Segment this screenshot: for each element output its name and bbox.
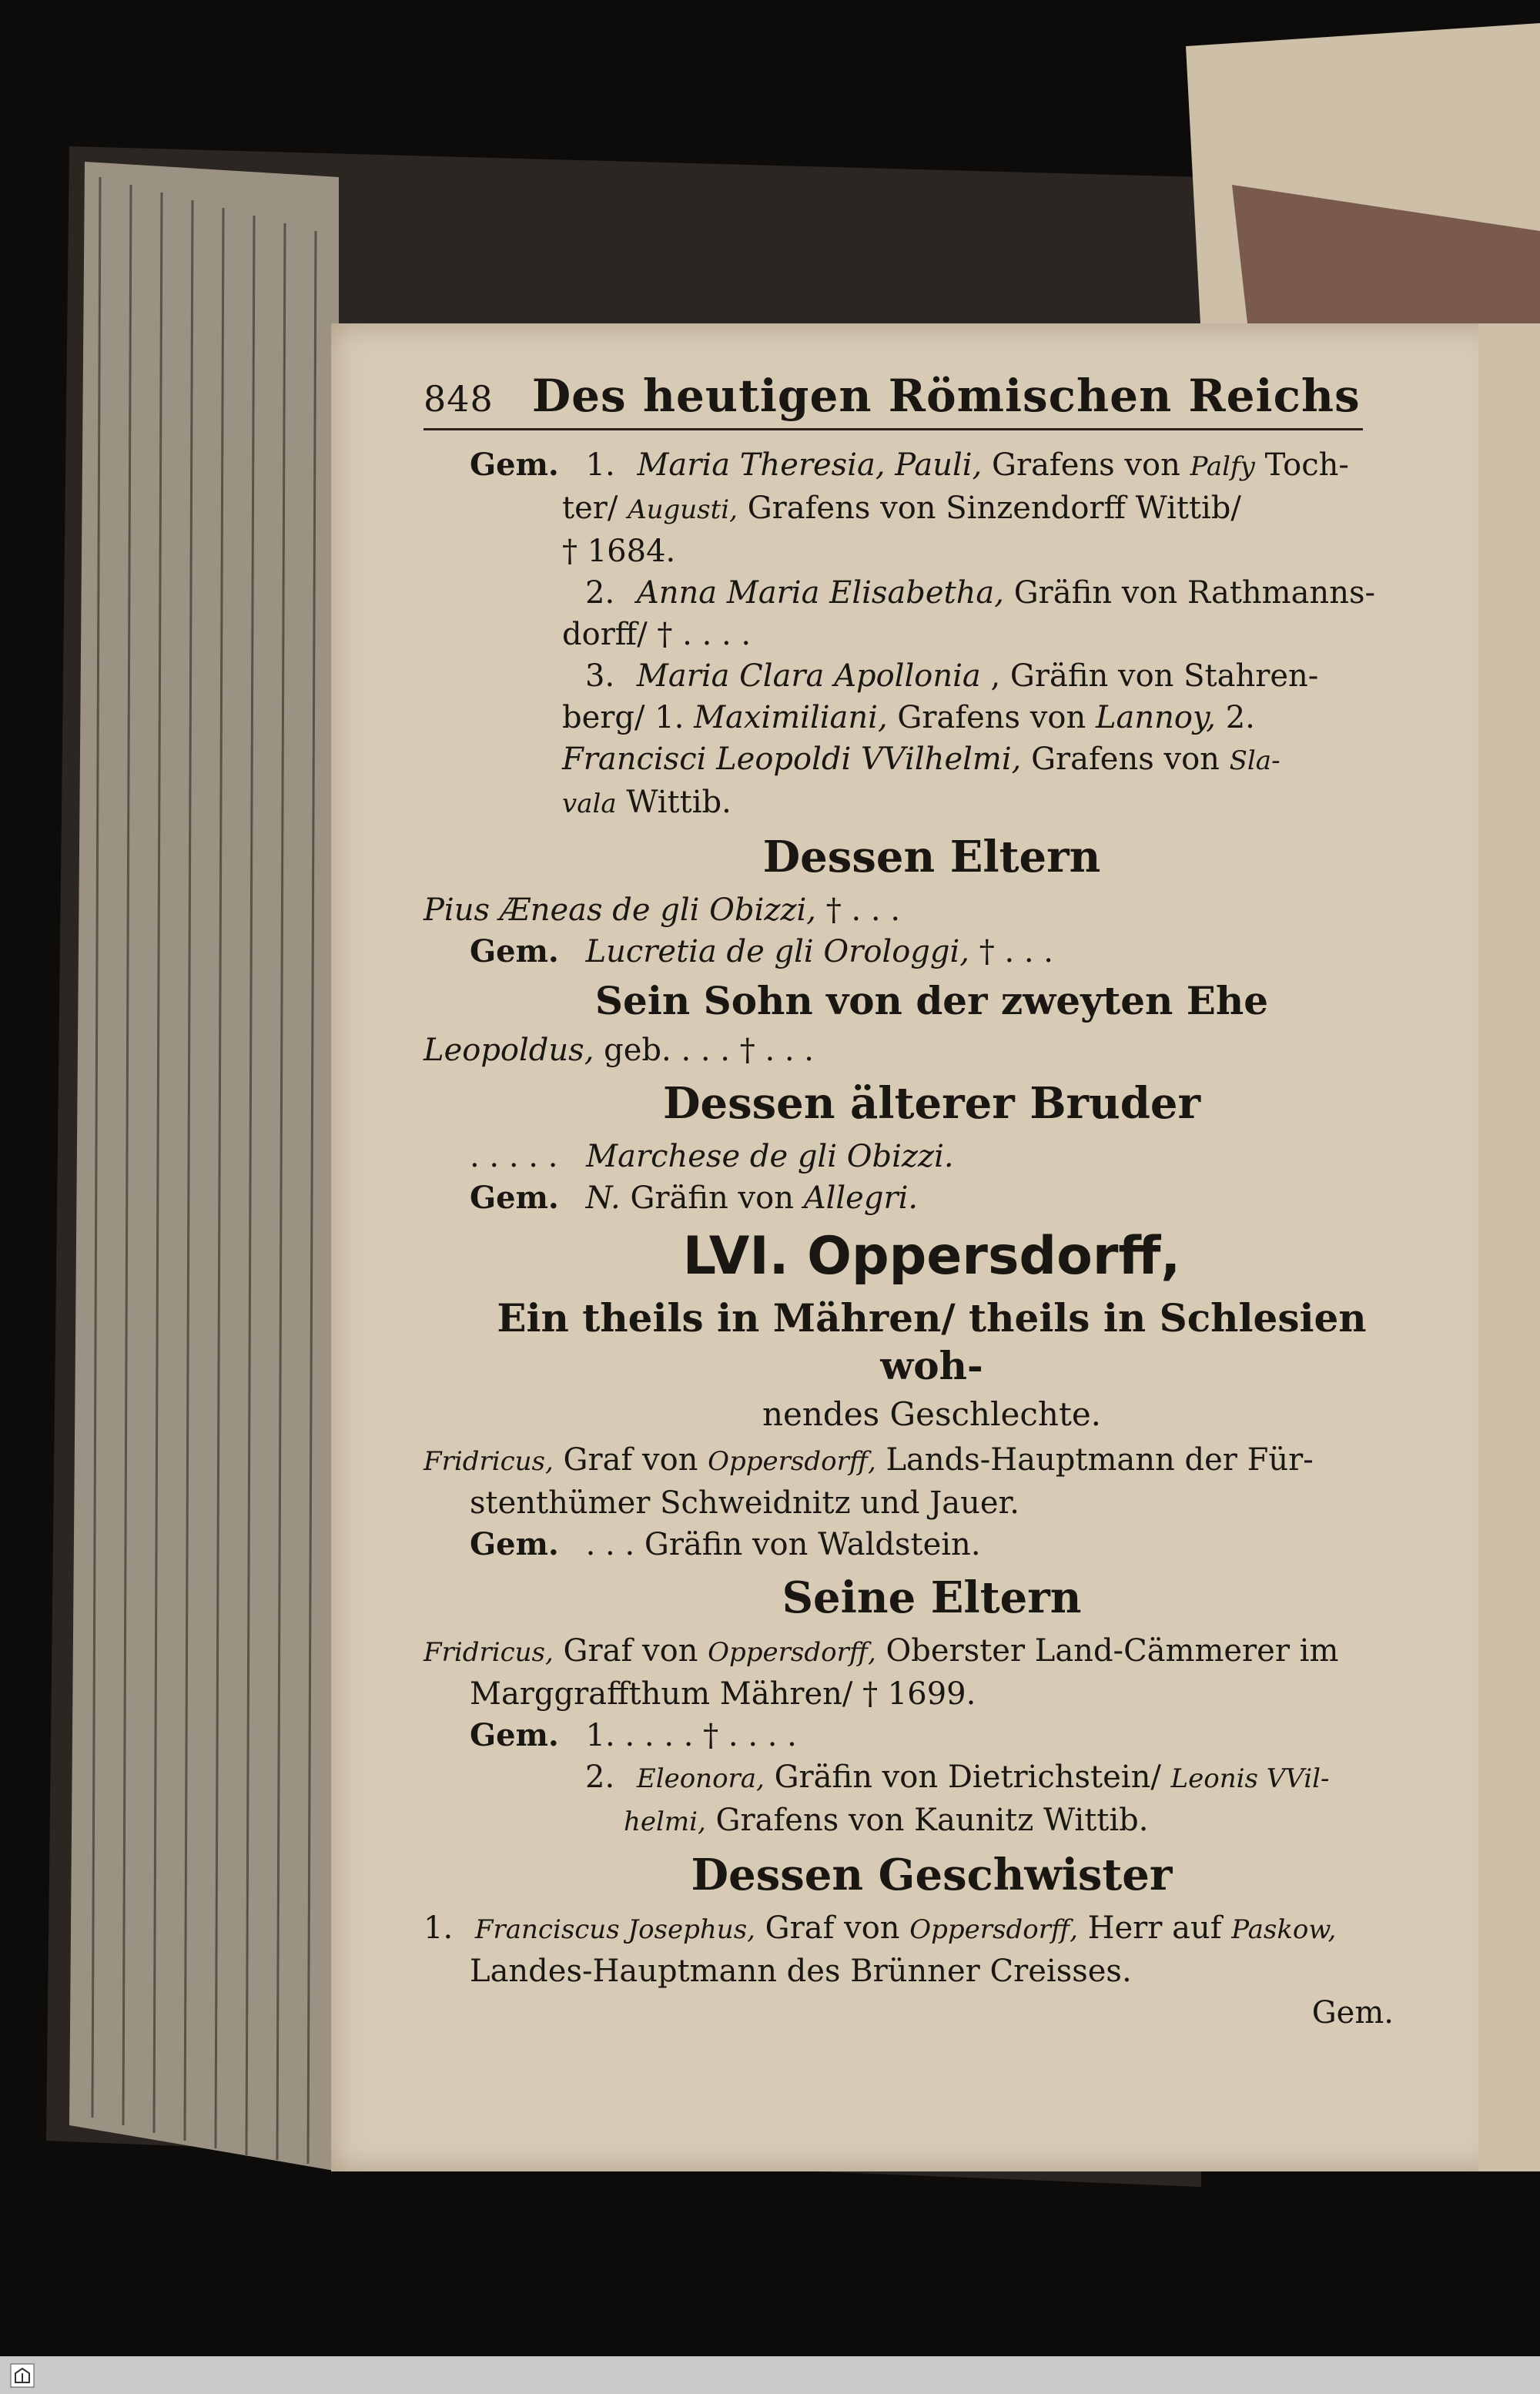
parent-gem-1-line: Gem. 1. . . . . † . . . . (470, 1717, 797, 1753)
heading-aelterer-bruder: Dessen älterer Bruder (662, 1078, 1201, 1129)
brother-line: . . . . . Marchese de gli Obizzi. (470, 1139, 954, 1174)
parent-line-1: Fridricus, Graf von Oppersdorff, Oberster Land-Cämmerer im (424, 1633, 1339, 1669)
father-line: Pius Æneas de gli Obizzi, † . . . (424, 892, 901, 928)
viewer-bottom-bar (0, 2356, 1540, 2394)
son-line: Leopoldus, geb. . . . † . . . (424, 1033, 815, 1068)
marriage-3-line-1: 3. Maria Clara Apollonia , Gräfin von Stahren- (585, 658, 1319, 694)
parent-line-2: Marggraffthum Mähren/ † 1699. (470, 1676, 976, 1712)
heading-seine-eltern: Seine Eltern (782, 1572, 1082, 1623)
brother-wife-line: Gem. N. Gräfin von Allegri. (470, 1180, 919, 1216)
marriage-1-line-1: Gem. 1. Maria Theresia, Pauli, Grafens von Palfy Toch- (470, 447, 1349, 483)
mother-line: Gem. Lucretia de gli Orologgi, † . . . (470, 933, 1054, 969)
fridricus-line-1: Fridricus, Graf von Oppersdorff, Lands-Hauptmann der Für- (424, 1442, 1314, 1478)
heading-geschwister: Dessen Geschwister (691, 1850, 1173, 1900)
marriage-2-line-1: 2. Anna Maria Elisabetha, Gräfin von Rathmanns- (585, 575, 1375, 611)
marriage-1-line-3: † 1684. (562, 534, 676, 569)
fridricus-gem-line: Gem. . . . Gräfin von Waldstein. (470, 1526, 981, 1562)
section-subtitle-line-1: Ein theils in Mähren/ theils in Schlesien woh- (497, 1295, 1367, 1388)
gem-label: Gem. (470, 447, 559, 483)
sibling-1-line-1: 1. Franciscus Josephus, Graf von Oppersdorff, Herr auf Paskow, (424, 1910, 1337, 1946)
page-content (424, 370, 1394, 2034)
parent-gem-2-line-1: 2. Eleonora, Gräfin von Dietrichstein/ Leonis VVil- (585, 1760, 1330, 1795)
sibling-1-line-2: Landes-Hauptmann des Brünner Creisses. (470, 1954, 1132, 1989)
book-page (331, 323, 1502, 2171)
marriage-3-line-4: vala Wittib. (562, 785, 732, 820)
facing-page-edge (1478, 323, 1540, 2171)
parent-gem-2-line-2: helmi, Grafens von Kaunitz Wittib. (624, 1803, 1149, 1838)
section-subtitle-line-2: nendes Geschlechte. (762, 1395, 1102, 1433)
heading-dessen-eltern: Dessen Eltern (762, 832, 1101, 882)
library-logo-icon (9, 2362, 35, 2389)
catchword: Gem. (1311, 1995, 1394, 2031)
heading-sein-sohn: Sein Sohn von der zweyten Ehe (594, 978, 1269, 1023)
running-title: Des heutigen Römischen Reichs (531, 370, 1361, 422)
fridricus-line-2: stenthümer Schweidnitz und Jauer. (470, 1485, 1019, 1521)
page-number: 848 (424, 378, 494, 420)
marriage-1-line-2: ter/ Augusti, Grafens von Sinzendorff Wittib/ (562, 491, 1241, 526)
marriage-3-line-3: Francisci Leopoldi VVilhelmi, Grafens von Sla- (562, 742, 1281, 777)
marriage-2-line-2: dorff/ † . . . . (562, 617, 752, 652)
marriage-3-line-2: berg/ 1. Maximiliani, Grafens von Lannoy, 2. (562, 700, 1255, 735)
running-head (424, 370, 1363, 430)
section-title-oppersdorff: LVI. Oppersdorff, (682, 1226, 1181, 1287)
